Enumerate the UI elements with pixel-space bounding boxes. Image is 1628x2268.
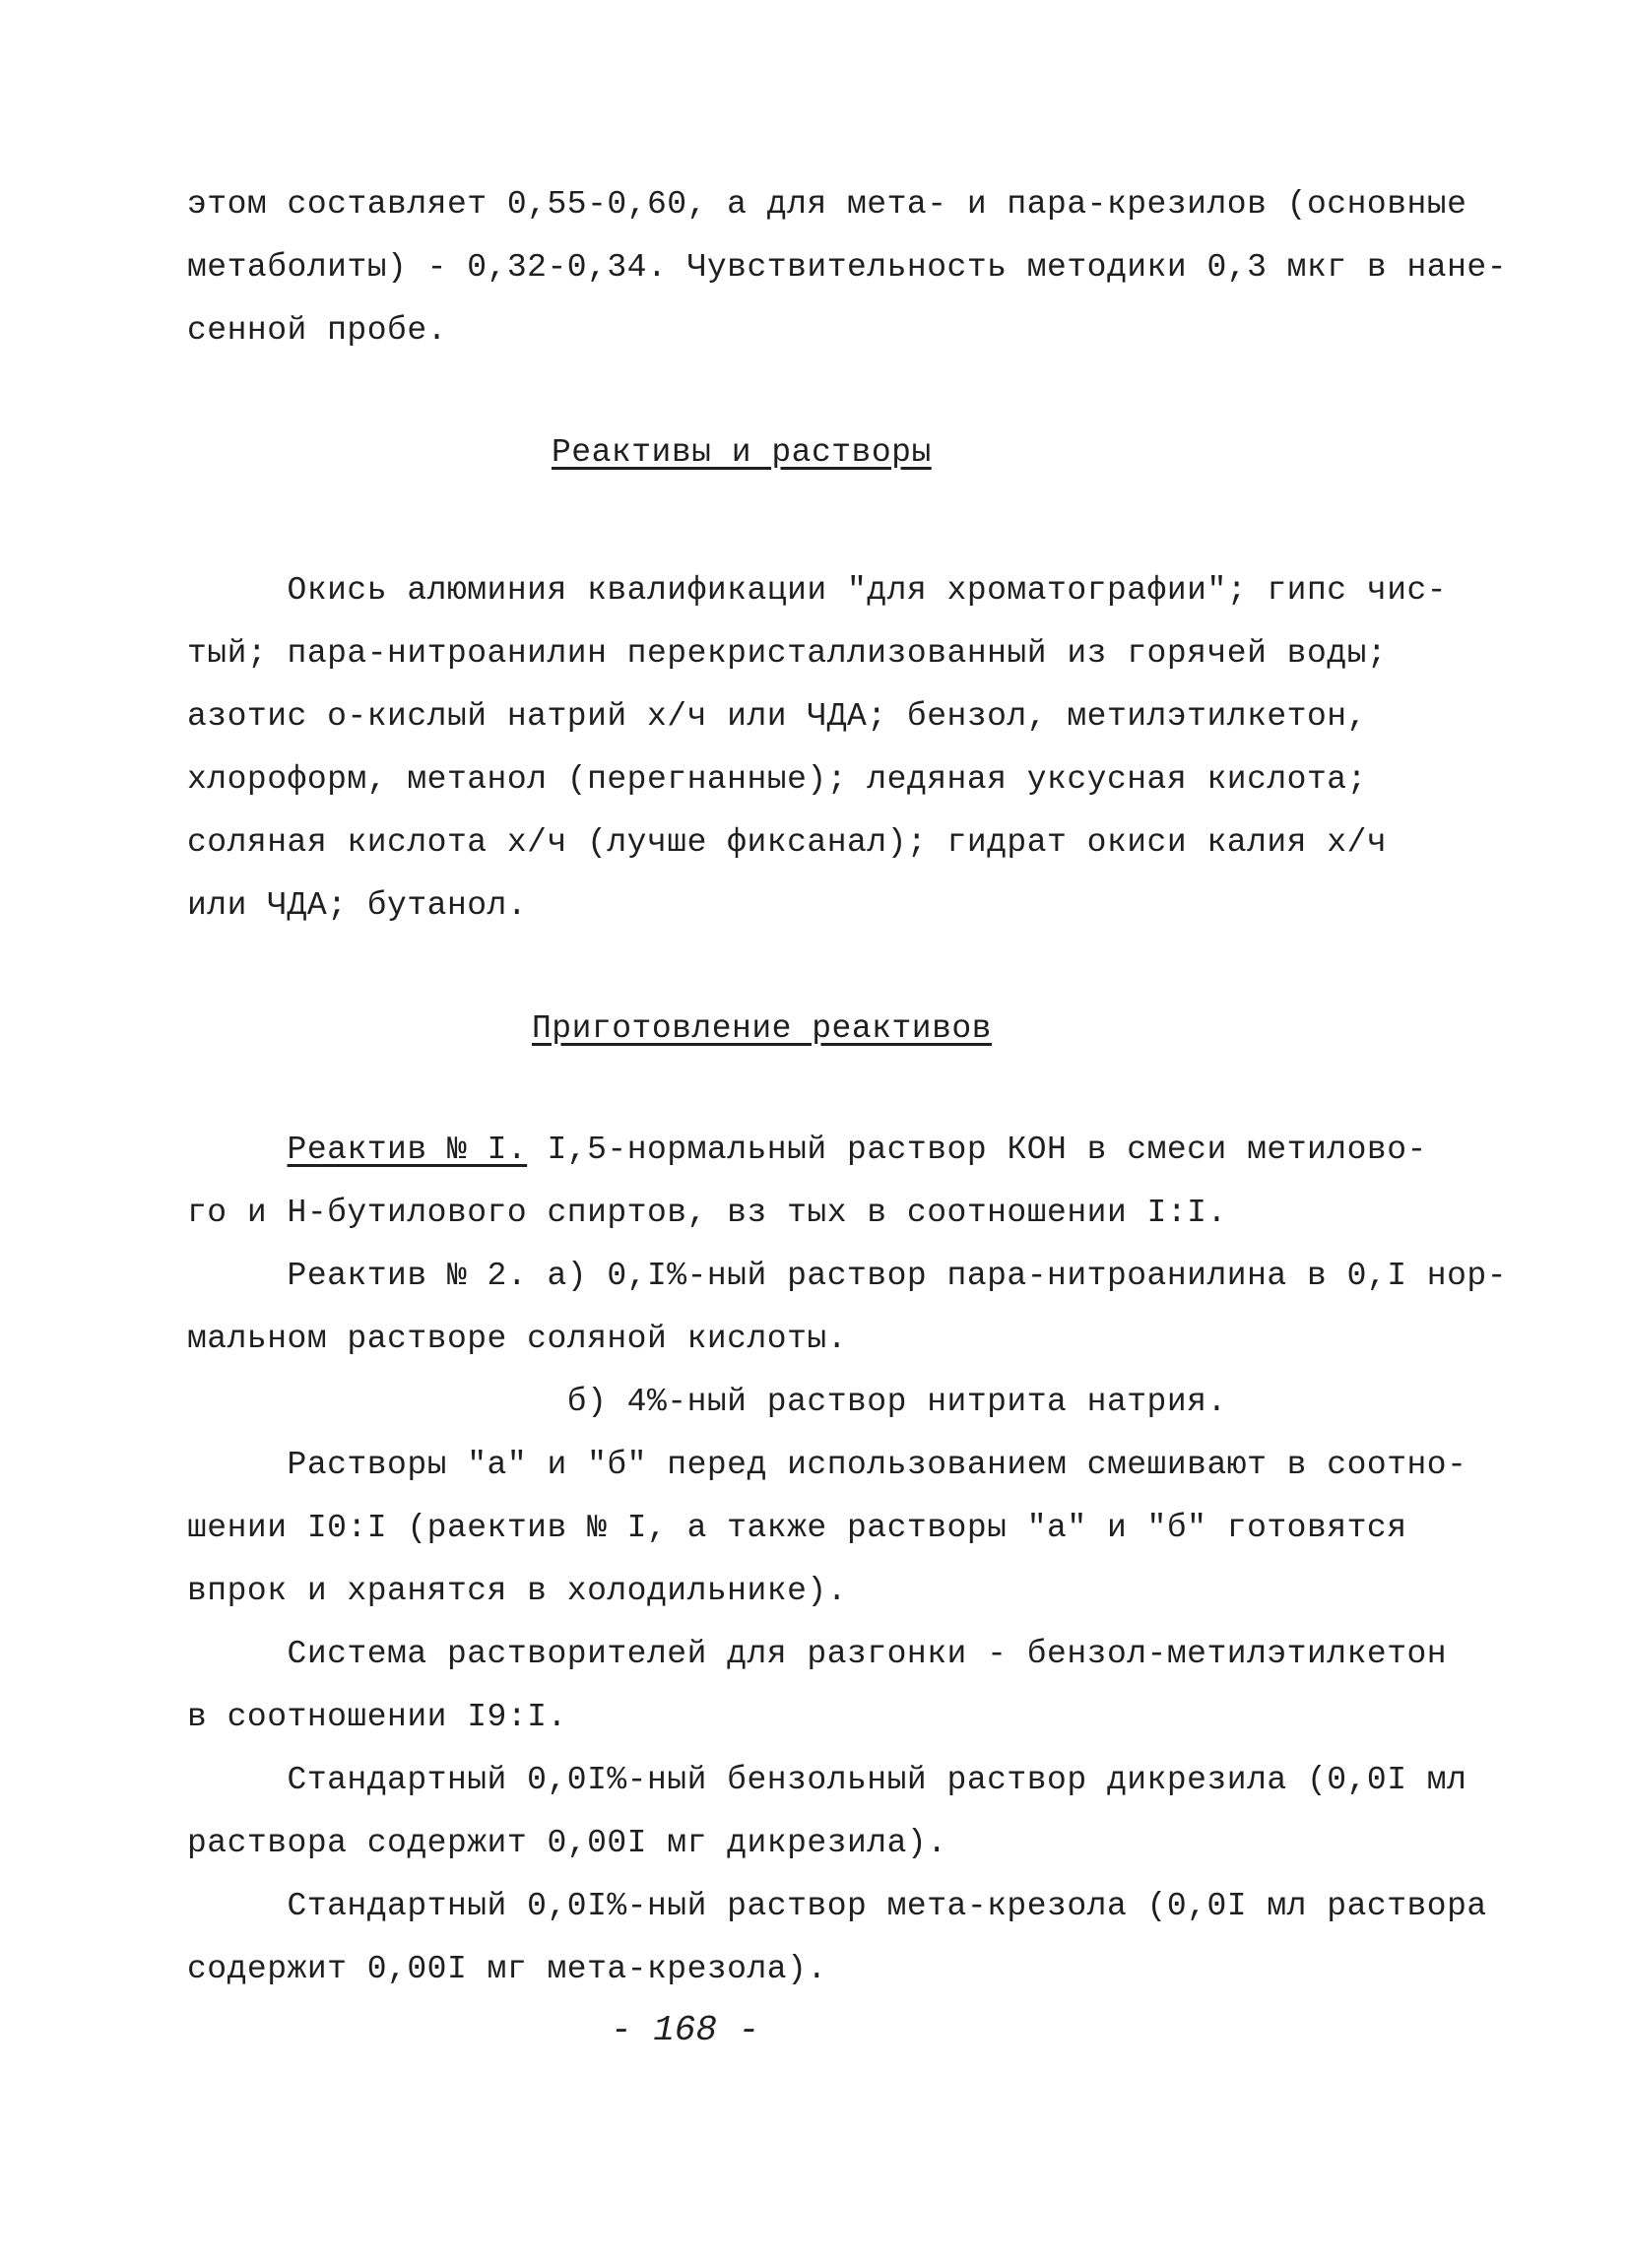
prep-line-2: Реактив № 2. а) 0,I%-ный раствор пара-нитроанилина в 0,I нор- — [187, 1258, 1508, 1294]
reagent1-label: Реактив № I. — [287, 1132, 528, 1168]
section-heading-reagents: Реактивы и растворы — [552, 434, 932, 471]
reagent1-line — [187, 1131, 1427, 1170]
prep-line-9: в соотношении I9:I. — [187, 1699, 567, 1735]
prep-line-3: мальном растворе соляной кислоты. — [187, 1321, 848, 1357]
reagent1-text: I,5-нормальный раствор КОН в смеси метилово- — [527, 1132, 1427, 1168]
prep-line-12: Стандартный 0,0I%-ный раствор мета-крезола (0,0I мл раствора — [187, 1888, 1487, 1924]
prep-line-11: раствора содержит 0,00I мг дикрезила). — [187, 1825, 947, 1861]
reagents-line-4: хлороформ, метанол (перегнанные); ледяная уксусная кислота; — [187, 761, 1367, 798]
prep-line-4: б) 4%-ный раствор нитрита натрия. — [187, 1384, 1227, 1420]
intro-line-3: сенной пробе. — [187, 312, 447, 349]
reagents-line-1: Окись алюминия квалификации "для хроматографии"; гипс чис- — [187, 572, 1448, 609]
prep-line-5: Растворы "а" и "б" перед использованием смешивают в соотно- — [187, 1447, 1467, 1483]
page-number: - 168 - — [611, 2010, 760, 2050]
reagents-line-3: азотис о-кислый натрий х/ч или ЧДА; бензол, метилэтилкетон, — [187, 698, 1367, 735]
prep-line-6: шении I0:I (раектив № I, а также растворы "а" и "б" готовятся — [187, 1510, 1407, 1546]
intro-line-2: метаболиты) - 0,32-0,34. Чувствительность методики 0,3 мкг в нане- — [187, 249, 1508, 286]
reagents-line-2: тый; пара-нитроанилин перекристаллизованный из горячей воды; — [187, 635, 1388, 672]
prep-line-8: Система растворителей для разгонки - бензол-метилэтилкетон — [187, 1636, 1448, 1672]
prep-line-7: впрок и хранятся в холодильнике). — [187, 1573, 848, 1609]
prep-line-10: Стандартный 0,0I%-ный бензольный раствор дикрезила (0,0I мл — [187, 1762, 1467, 1798]
prep-line-1: го и Н-бутилового спиртов, вз тых в соотношении I:I. — [187, 1195, 1227, 1231]
intro-line-1: этом составляет 0,55-0,60, а для мета- и пара-крезилов (основные — [187, 186, 1467, 223]
reagents-line-6: или ЧДА; бутанол. — [187, 887, 528, 924]
section-heading-preparation: Приготовление реактивов — [532, 1010, 992, 1047]
reagents-line-5: соляная кислота х/ч (лучше фиксанал); гидрат окиси калия х/ч — [187, 824, 1388, 861]
prep-line-13: содержит 0,00I мг мета-крезола). — [187, 1951, 827, 1987]
